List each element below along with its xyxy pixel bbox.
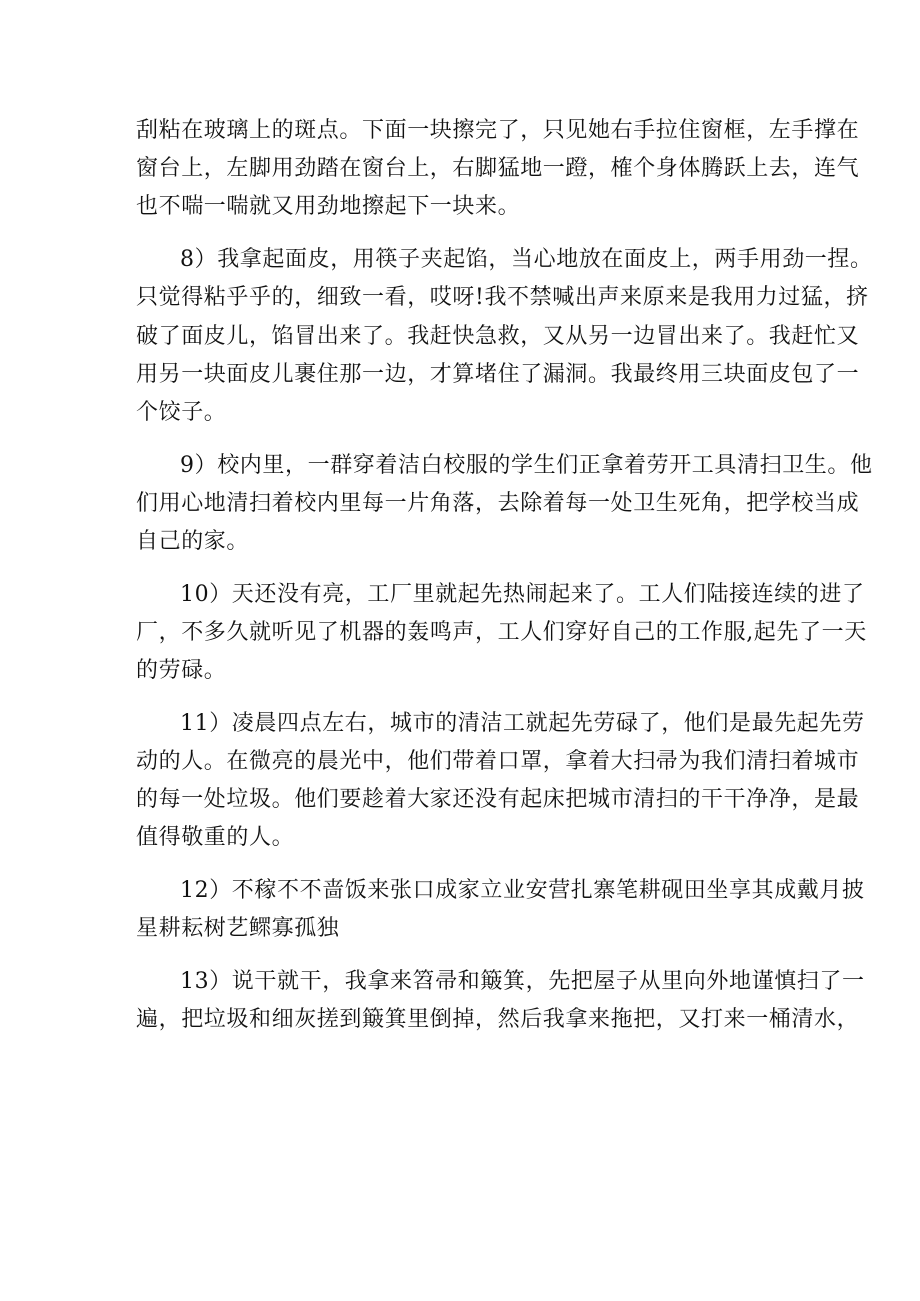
text-line: 8）我拿起面皮，用筷子夹起馅，当心地放在面皮上，两手用劲一捏。 bbox=[180, 247, 873, 273]
text-line: 11）凌晨四点左右，城市的清洁工就起先劳碌了，他们是最先起先劳 bbox=[180, 710, 865, 736]
paragraph-10 bbox=[136, 576, 867, 691]
document-body bbox=[136, 112, 873, 1054]
text-line: 10）天还没有亮，工厂里就起先热闹起来了。工人们陆接连续的进了 bbox=[180, 581, 865, 607]
text-line: 破了面皮儿，馅冒出来了。我赶快急救，又从另一边冒出来了。我赶忙又 bbox=[136, 323, 860, 349]
paragraph-8 bbox=[136, 241, 873, 432]
text-line: 的劳碌。 bbox=[136, 658, 227, 684]
text-line: 12）不稼不不啬饭来张口成家立业安营扎寨笔耕砚田坐享其成戴月披 bbox=[180, 878, 865, 904]
paragraph-13 bbox=[136, 963, 865, 1039]
paragraph-12 bbox=[136, 872, 865, 948]
text-line: 的每一处垃圾。他们要趁着大家还没有起床把城市清扫的干干净净，是最 bbox=[136, 787, 860, 813]
text-line: 窗台上，左脚用劲踏在窗台上，右脚猛地一蹬，榷个身体腾跃上去，连气 bbox=[136, 156, 860, 182]
text-line: 13）说干就干，我拿来笤帚和簸箕，先把屋子从里向外地谨慎扫了一 bbox=[180, 969, 865, 995]
text-line: 只觉得粘乎乎的，细致一看，哎呀!我不禁喊出声来原来是我用力过猛，挤 bbox=[136, 285, 869, 311]
text-line: 值得敬重的人。 bbox=[136, 825, 295, 851]
text-line: 们用心地清扫着校内里每一片角落，去除着每一处卫生死角，把学校当成 bbox=[136, 490, 860, 516]
text-line: 也不喘一喘就又用劲地擦起下一块来。 bbox=[136, 194, 521, 220]
text-line: 9）校内里，一群穿着洁白校服的学生们正拿着劳开工具清扫卫生。他 bbox=[180, 452, 873, 478]
text-line: 动的人。在微亮的晨光中，他们带着口罩，拿着大扫帚为我们清扫着城市 bbox=[136, 749, 860, 775]
paragraph-7-continuation bbox=[136, 112, 860, 227]
paragraph-11 bbox=[136, 705, 865, 858]
text-line: 星耕耘树艺鳏寡孤独 bbox=[136, 916, 340, 942]
text-line: 个饺子。 bbox=[136, 399, 227, 425]
text-line: 刮粘在玻璃上的斑点。下面一块擦完了，只见她右手拉住窗框，左手撑在 bbox=[136, 118, 860, 143]
text-line: 自己的家。 bbox=[136, 529, 250, 555]
text-line: 厂，不多久就听见了机器的轰鸣声，工人们穿好自己的工作服,起先了一天 bbox=[136, 619, 867, 645]
text-line: 用另一块面皮儿裹住那一边，才算堵住了漏洞。我最终用三块面皮包了一 bbox=[136, 361, 860, 387]
text-line: 遍，把垃圾和细灰搓到簸箕里倒掉，然后我拿来拖把，又打来一桶清水， bbox=[136, 1007, 860, 1033]
paragraph-9 bbox=[136, 447, 873, 562]
